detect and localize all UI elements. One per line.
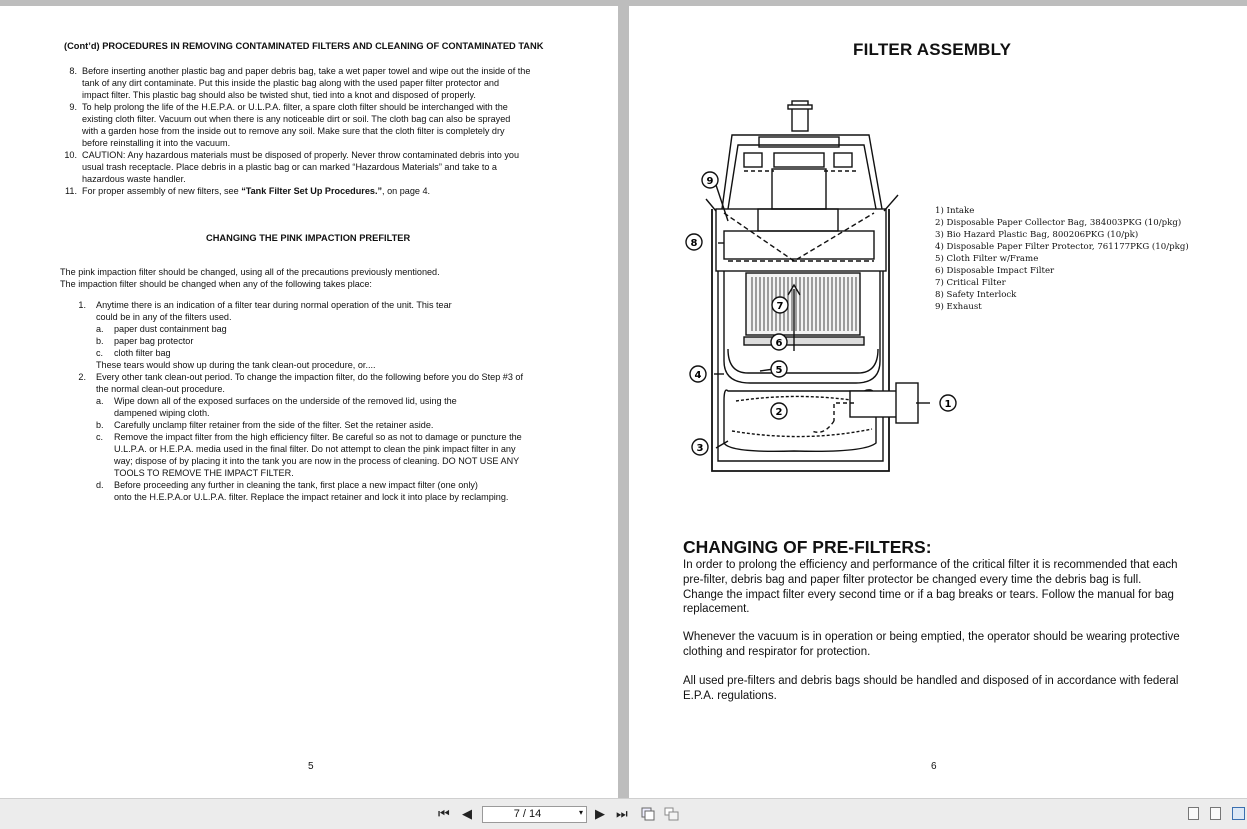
last-page-button[interactable]: ⏭ (616, 806, 628, 821)
callout-5: 5 (775, 365, 783, 376)
legend-item: 9) Exhaust (935, 302, 982, 312)
continuous-view-icon[interactable] (1210, 807, 1221, 820)
page-number: 6 (931, 761, 937, 772)
list-item-1: 1. Anytime there is an indication of a filter tear during normal operation of the unit. This tear could be in any of the filters used. a. paper dust containment bag b. paper bag protector c. cloth filter bag These tears would show up during the tank clean-out procedure, or.... (60, 299, 580, 371)
page-select[interactable] (482, 806, 587, 823)
expand-icon[interactable] (641, 807, 655, 821)
single-page-view-icon[interactable] (1188, 807, 1199, 820)
callout-3: 3 (696, 443, 704, 454)
callout-8: 8 (690, 238, 698, 249)
prev-page-button[interactable]: ◀ (462, 806, 472, 821)
page-number: 5 (308, 761, 314, 772)
legend-item: 5) Cloth Filter w/Frame (935, 254, 1039, 264)
callout-1: 1 (944, 399, 952, 410)
next-page-button[interactable]: ▶ (595, 806, 605, 821)
sub-item-d: d. Before proceeding any further in cleaning the tank, first place a new impact filter (one only) onto the H.E.P.A.or U.L.P.A. filter. Replace the impact retainer and lock it into place by reclamping. (96, 480, 509, 502)
sub-item-a: a. paper dust containment bag (96, 324, 227, 334)
callout-2: 2 (775, 407, 783, 418)
callout-7: 7 (776, 301, 784, 312)
document-page-right (629, 6, 1247, 798)
legend-item: 8) Safety Interlock (935, 290, 1017, 300)
subheading: CHANGING THE PINK IMPACTION PREFILTER (206, 233, 411, 243)
sub-item-b: b. paper bag protector (96, 336, 194, 346)
chevron-down-icon: ▾ (578, 808, 583, 817)
callout-9: 9 (706, 176, 714, 187)
legend-item: 7) Critical Filter (935, 278, 1006, 288)
sub-item-c: c. Remove the impact filter from the high efficiency filter. Be careful so as not to damage or puncture the U.L.P.A. or H.E.P.A. media used in the final filter. Do not attempt to clean the pink impact filter in any way; dispose of by placing it into the tank you are now in the process of cleaning. DO NOT USE ANY TOOLS TO REMOVE THE IMPACT FILTER. (96, 432, 522, 478)
paragraph: All used pre-filters and debris bags should be handled and disposed of in accordance with federal E.P.A. regulations. (683, 675, 1179, 702)
first-page-button[interactable]: ⏮ (438, 806, 450, 821)
windows-icon[interactable] (664, 807, 679, 821)
intro-paragraph: The pink impaction filter should be changed, using all of the precautions previously mentioned. The impaction filter should be changed when any of the following takes place: (60, 267, 440, 289)
sub-item-b: b. Carefully unclamp filter retainer from the side of the filter. Set the retainer aside. (96, 420, 434, 430)
viewer-toolbar (0, 798, 1247, 829)
sub-item-c: c. cloth filter bag (96, 348, 171, 358)
diagram-legend (935, 205, 1189, 313)
paragraph: Whenever the vacuum is in operation or being emptied, the operator should be wearing protective clothing and respirator for protection. (683, 631, 1180, 658)
two-page-view-icon[interactable] (1232, 807, 1245, 820)
legend-item: 2) Disposable Paper Collector Bag, 384003PKG (10/pkg) (935, 218, 1182, 228)
sub-item-a: a. Wipe down all of the exposed surfaces on the underside of the removed lid, using the dampened wiping cloth. (96, 396, 457, 418)
section-heading: CHANGING OF PRE-FILTERS: (683, 537, 932, 557)
list-item-2: 2. Every other tank clean-out period. To change the impaction filter, do the following before you do Step #3 of the normal clean-out procedure. a. Wipe down all of the exposed surfaces on the underside of the removed lid, using the dampened wiping cloth. b. Carefully unclamp filter retainer from the side of the filter. Set the retainer aside. c. Remove the impact filter from the high efficiency filter. Be careful so as not to damage or puncture the U.L.P.A. or H.E.P.A. media used in the final filter. Do not attempt to clean the pink impact filter in any way; dispose of by placing it into the tank you are now in the process of cleaning. DO NOT USE ANY TOOLS TO REMOVE THE IMPACT FILTER. d. Before proceeding any further in cleaning the tank, first place a new impact filter (one only) onto the H.E.P.A.or U.L.P.A. filter. Replace the impact retainer and lock it into place by reclamping. (60, 371, 580, 511)
paragraph: In order to prolong the efficiency and performance of the critical filter it is recommended that each pre-filter, debris bag and paper filter protector be changed every time the debris bag is full. Change the impact filter every second time or if a bag breaks or tears. Follow the manual for bag replacement. (683, 559, 1178, 616)
legend-item: 4) Disposable Paper Filter Protector, 761177PKG (10/pkg) (935, 242, 1189, 252)
document-page-left: (Cont’d) PROCEDURES IN REMOVING CONTAMINATED FILTERS AND CLEANING OF CONTAMINATED TANK 8. Before inserting another plastic bag and paper debris bag, take a wet paper towel and wipe out the inside of the tank of any dirt contaminate. Put this inside the plastic bag along with the used paper filter protector and impact filter. This plastic bag should also be twisted shut, tied into a knot and disposed of properly. 9. To help prolong the life of the H.E.P.A. or U.L.P.A. filter, a spare cloth filter should be interchanged with the existing cloth filter. Vacuum out when there is any noticeable dirt or soil. The cloth bag can also be sprayed with a garden hose from the inside out to remove any soil. Make sure that the cloth filter is completely dry before reinstalling it into the vacuum. 10. CAUTION: Any hazardous materials must be disposed of properly. Never throw contaminated debris into you usual trash receptacle. Place debris in a plastic bag or can marked “Hazardous Materials” and take to a hazardous waste handler. 11. For proper assembly of new filters, see “Tank Filter Set Up Procedures.”, on page 4. CHANGING THE PINK IMPACTION PREFILTER The pink impaction filter should be changed, using all of the precautions previously mentioned. The impaction filter should be changed when any of the following takes place: 1. Anytime there is an indication of a filter tear during normal operation of the unit. This tear could be in any of the filters used. a. paper dust containment bag b. paper bag protector c. cloth filter bag These tears would show up during the tank clean-out procedure, or.... 2. Every other tank clean-out period. To change the impaction filter, do the following before you do Step #3 of the normal clean-out procedure. a. Wipe down all of the exposed surfaces on the underside of the removed lid, using the dampened wiping cloth. b. Carefully unclamp filter retainer from the side of the filter. Set the retainer aside. c. Remove the impact filter from the high efficiency filter. Be careful so as not to damage or puncture the U.L.P.A. or H.E.P.A. media used in the final filter. Do not attempt to clean the pink impact filter in any way; dispose of by placing it into the tank you are now in the process of cleaning. DO NOT USE ANY TOOLS TO REMOVE THE IMPACT FILTER. d. Before proceeding any further in cleaning the tank, first place a new impact filter (one only) onto the H.E.P.A.or U.L.P.A. filter. Replace the impact retainer and lock it into place by reclamping. 5 (0, 6, 618, 798)
callout-6: 6 (775, 338, 783, 349)
diagram-title: FILTER ASSEMBLY (853, 40, 1012, 59)
section-heading: (Cont’d) PROCEDURES IN REMOVING CONTAMINATED FILTERS AND CLEANING OF CONTAMINATED TANK (64, 41, 544, 51)
legend-item: 3) Bio Hazard Plastic Bag, 800206PKG (10/pk) (935, 230, 1139, 240)
callout-4: 4 (694, 370, 702, 381)
legend-item: 1) Intake (935, 206, 975, 216)
legend-item: 6) Disposable Impact Filter (935, 266, 1055, 276)
filter-assembly-diagram (684, 91, 974, 481)
page-indicator: 7 / 14 (513, 808, 542, 820)
